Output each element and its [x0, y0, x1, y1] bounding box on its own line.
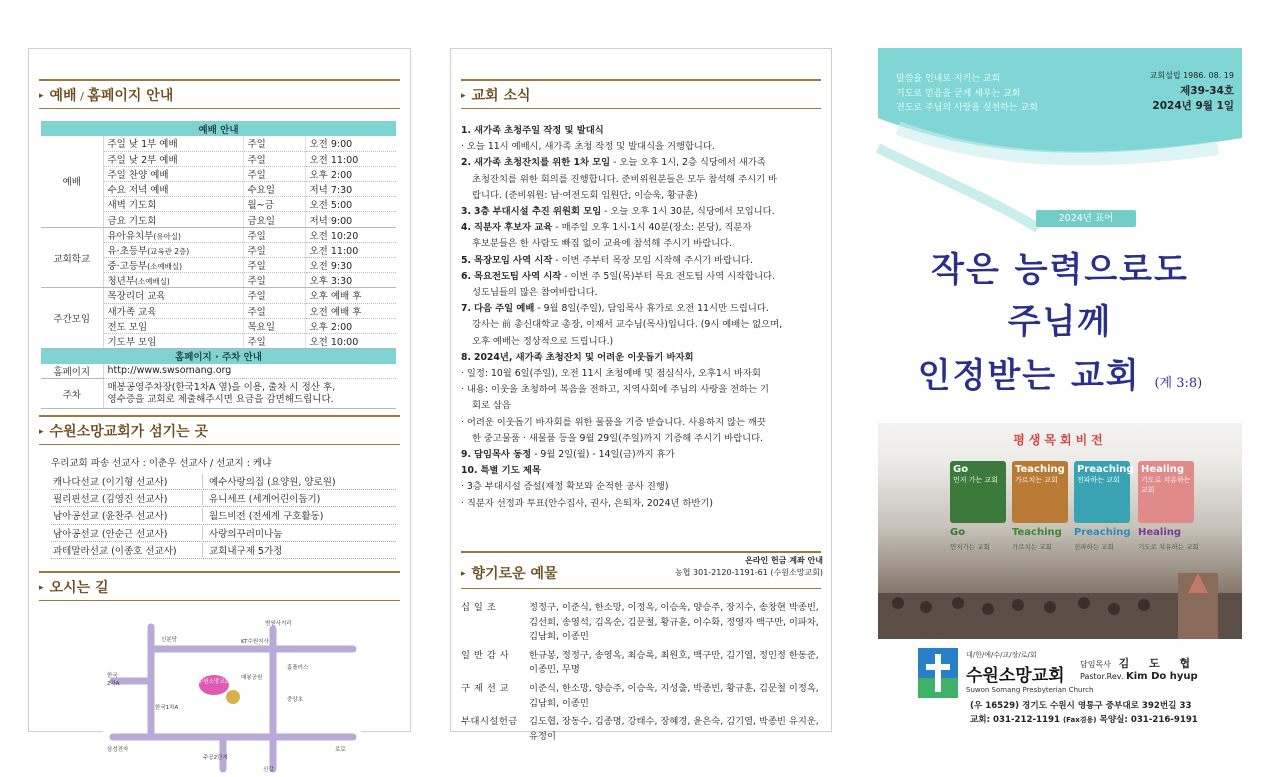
- church-name: 수원소망교회: [966, 666, 1065, 686]
- news-number: 7.: [461, 303, 472, 315]
- address-line: (우 16529) 경기도 수원시 영통구 중부대로 392번길 33: [970, 701, 1192, 711]
- vision-card-sub: 기도로 치유하는 교회: [1141, 476, 1191, 494]
- service-time: 오전 예배 후: [305, 303, 396, 318]
- service-time: 오후 2:00: [305, 318, 396, 333]
- news-item-text: - 매주일 오후 1시-1시 40분(장소: 본당), 직분자: [552, 222, 752, 234]
- map-label-mall: 홈플러스: [287, 665, 309, 671]
- bullet-icon: ▸: [39, 91, 44, 101]
- service-name-text: 목장리더 교육: [107, 291, 166, 303]
- account-number: 농협 301-2120-1191-61 (수원소망교회): [675, 568, 823, 577]
- offering-names: 정정구, 이준식, 한소망, 이정옥, 이승욱, 양승주, 장지수, 송창현 박종빈, 김선희, 송영석, 김옥순, 김문철, 황규훈, 이수화, 정영자 백구만, 이파차, 김남희, 이종민: [529, 602, 819, 643]
- news-item-title: 새가족 초청잔치를 위한 1차 모임: [473, 157, 611, 169]
- homepage-link[interactable]: http://www.swsomang.org: [103, 364, 396, 379]
- mission-title: 수원소망교회가 섬기는 곳: [49, 424, 209, 440]
- service-name-text: 기도부 모임: [107, 337, 157, 349]
- fax-note: (Fax겸용): [1062, 715, 1097, 724]
- service-name: [103, 303, 243, 318]
- mission-section-header: [39, 415, 400, 445]
- news-item-title: 특별 기도 제목: [480, 465, 541, 477]
- parking-text: [103, 379, 396, 409]
- motto-title-line1: 작은 능력으로도: [931, 250, 1189, 290]
- map-label-top: 범원사거리: [265, 621, 292, 627]
- denomination: 대/한/예/수/교/장/로/회: [966, 651, 1037, 659]
- congregation-photo: [878, 573, 1242, 639]
- service-time: 오전 10:20: [305, 227, 396, 242]
- offering-label: 부대시설헌금: [461, 716, 518, 728]
- mission-left: 캐나다선교 (이기형 선교사): [51, 474, 203, 488]
- news-item-text: - 오늘 오후 1시 30분, 식당에서 모입니다.: [601, 206, 775, 218]
- news-detail-line: · 일정: 10월 6일(주일), 오전 11시 초청예배 및 점심식사, 오후1시 바자회: [461, 368, 761, 380]
- vision-card-sub: 전파하는 교회: [1077, 476, 1120, 484]
- service-name-text: 전도 모임: [107, 321, 148, 333]
- bullet-icon: ▸: [39, 427, 44, 437]
- news-detail-line: · 3층 부대시설 증설(재정 확보와 순적한 공사 진행): [461, 481, 669, 493]
- map-label-kt: KT수원지사: [241, 639, 269, 645]
- news-number: 9.: [461, 449, 472, 461]
- service-name-text: 주일 낮 2부 예배: [107, 154, 178, 166]
- news-detail-line: 한 중고물품 · 새물품 등을 9월 29일(주일)까지 기증해 주시기 바랍니다.: [472, 432, 764, 444]
- worship-title: 예배: [49, 88, 77, 104]
- map-label-park: 매봉공원: [241, 675, 263, 681]
- church-marker: [199, 675, 229, 695]
- service-name-text: 금요 기도회: [107, 215, 157, 227]
- missionary-intro: 우리교회 파송 선교사 : 이춘우 선교사 / 선교지 : 케냐: [51, 458, 272, 469]
- news-number: 8.: [461, 351, 472, 363]
- church-news-panel: [450, 48, 832, 742]
- mission-right: 월드비전 (전세계 구호활동): [209, 511, 324, 523]
- service-time: 오전 9:00: [305, 136, 396, 151]
- news-item: [461, 220, 825, 236]
- offering-label: 구 제 선 교: [461, 682, 510, 694]
- table-row: [41, 288, 396, 303]
- news-list: [461, 123, 825, 512]
- news-number: 10.: [461, 465, 478, 477]
- vision-sub: 먼저가는 교회: [950, 543, 990, 551]
- offering-names: 이준식, 한소망, 양승주, 이승욱, 지성출, 박종빈, 황규훈, 김문철 이정옥, 김남희, 이종민: [529, 682, 819, 709]
- map-label-jugong: 주공2단지: [203, 755, 228, 761]
- service-time: 오전 10:00: [305, 333, 396, 348]
- verse-reference: (계 3:8): [1154, 376, 1203, 391]
- news-detail-line: · 직분자 선정과 투표(안수집사, 권사, 은퇴자, 2024년 하반기): [461, 497, 714, 509]
- vision-card-sub: 먼저 가는 교회: [953, 476, 999, 484]
- year-motto-badge: 2024년 표어: [1036, 210, 1136, 227]
- group-label: 교회학교: [41, 227, 103, 288]
- table-row: [41, 364, 396, 379]
- service-time: 오전 11:00: [305, 242, 396, 257]
- service-location: (소예배실): [135, 277, 170, 287]
- mission-right: 예수사랑의집 (요양원, 양로원): [209, 477, 336, 489]
- table-row: [41, 227, 396, 242]
- homepage-parking-header: 홈페이지 · 주차 안내: [41, 349, 396, 364]
- list-item: [51, 490, 396, 507]
- service-location: (유아실): [153, 231, 181, 241]
- directions-title: 오시는 길: [49, 580, 109, 596]
- vision-label: Teaching: [1012, 527, 1062, 538]
- news-item-title: 목장모임 사역 시작: [473, 254, 553, 266]
- motto-title-line2: 주님께: [1007, 302, 1113, 342]
- offering-label: 일 반 감 사: [461, 649, 510, 661]
- service-name: [103, 166, 243, 181]
- service-name-text: 새벽 기도회: [107, 200, 157, 212]
- church-english-name: Suwon Somang Presbyterian Church: [966, 686, 1094, 694]
- service-name: [103, 151, 243, 166]
- news-section-header: [461, 79, 821, 109]
- news-detail-line: 회로 삼음: [472, 400, 511, 412]
- news-item: [461, 269, 825, 285]
- news-item: [461, 204, 825, 220]
- offering-title: 향기로운 예물: [471, 566, 558, 582]
- list-item: [51, 507, 396, 524]
- vision-sub: 전파하는 교회: [1074, 543, 1114, 551]
- pastor-name: 김 도 협: [1118, 657, 1199, 670]
- parking-line: 매봉공영주차장(한국1차A 옆)을 이용, 출차 시 정산 후,: [107, 381, 336, 393]
- pastor-info: [1080, 658, 1198, 683]
- news-item-title: 목요전도팀 사역 시작: [473, 270, 562, 282]
- map-label-left1: 한국: [107, 673, 118, 679]
- service-location: (교육관 2층): [147, 246, 190, 256]
- news-item: [461, 447, 825, 463]
- table-row: [41, 136, 396, 151]
- service-name: [103, 136, 243, 151]
- news-item-text: - 이번 주 5일(목)부터 목요 전도팀 사역 시작합니다.: [561, 270, 776, 282]
- news-detail-line: · 오늘 11시 예배시, 새가족 초청 작정 및 발대식을 거행합니다.: [461, 141, 715, 153]
- vision-label: Healing: [1138, 527, 1182, 538]
- service-day: 금요일: [243, 212, 305, 227]
- offering-row: [461, 649, 825, 678]
- mission-right: 사랑의꾸러미나눔: [209, 528, 283, 540]
- mission-left: 필리핀선교 (김영진 선교사): [51, 491, 203, 505]
- directions-map: [103, 619, 361, 773]
- service-name: [103, 333, 243, 348]
- phone-line: 교회: 031-212-1191: [970, 714, 1060, 725]
- news-item-title: 새가족 초청주일 작정 및 발대식: [473, 125, 604, 136]
- service-day: 주일: [243, 258, 305, 273]
- service-time: 오후 3:30: [305, 273, 396, 288]
- mission-right: 유니세프 (세계어린이돕기): [209, 494, 321, 506]
- map-label-left2: 2차A: [107, 681, 120, 687]
- news-detail-line: · 어려운 이웃돕기 바자회를 위한 물품을 기증 받습니다. 사용하지 않는 깨끗: [461, 416, 766, 428]
- vision-sub: 기도로 치유하는 교회: [1138, 543, 1199, 551]
- church-motto: [896, 72, 1038, 116]
- news-number: 1.: [461, 125, 472, 136]
- service-time: 오전 11:00: [305, 151, 396, 166]
- mission-right: 교회내구제 5가정: [209, 545, 283, 557]
- service-time: 오후 2:00: [305, 166, 396, 181]
- service-day: 주일: [243, 333, 305, 348]
- news-item: [461, 155, 825, 171]
- offering-names: 김도협, 장동수, 김종명, 강태수, 장혜경, 윤은숙, 김기열, 박종빈 유지운, 유정이: [529, 716, 819, 742]
- service-name: [103, 258, 243, 273]
- news-item-text: - 이번 주부터 목장 모임 시작해 주시기 바랍니다.: [552, 254, 753, 266]
- map-label-hanguk1: 한국1차A: [155, 705, 179, 711]
- vision-card-title: Healing: [1141, 464, 1185, 475]
- news-detail-line: 오후 예배는 정상적으로 드립니다.): [472, 335, 614, 347]
- church-logo-icon: [918, 648, 958, 698]
- news-detail-line: 후보분들은 한 사람도 빠짐 없이 교육에 참석해 주시기 바랍니다.: [472, 238, 733, 250]
- service-day: 주일: [243, 136, 305, 151]
- service-name-text: 유·초등부: [107, 245, 148, 257]
- service-name-text: 중·고등부: [107, 261, 148, 273]
- mission-left: 남아공선교 (안순근 선교사): [51, 526, 203, 540]
- issue-info: [1150, 68, 1234, 115]
- service-time: 오전 9:30: [305, 258, 396, 273]
- news-title: 교회 소식: [471, 88, 531, 104]
- mission-left: 과테말라선교 (이종호 선교사): [51, 543, 203, 557]
- motto-title-text: 인정받는 교회: [917, 356, 1141, 396]
- worship-info-panel: [28, 48, 411, 773]
- service-day: 주일: [243, 227, 305, 242]
- vision-card-title: Go: [953, 464, 969, 475]
- bullet-icon: ▸: [461, 91, 466, 101]
- offering-names: 한규봉, 정정구, 송영옥, 최승록, 최원호, 백구만, 김기열, 정인정 한동준, 이종민, 무명: [529, 649, 819, 676]
- vision-card: [1012, 461, 1068, 523]
- news-item-title: 직분자 후보자 교육: [473, 222, 553, 234]
- service-name-text: 유아유치부: [107, 230, 154, 242]
- mission-left: 남아공선교 (윤찬주 선교사): [51, 508, 203, 522]
- vision-card: [950, 461, 1006, 523]
- service-name-text: 주일 찬양 예배: [107, 169, 169, 181]
- news-item: [461, 253, 825, 269]
- news-number: 4.: [461, 222, 472, 234]
- service-name-text: 새가족 교육: [107, 306, 157, 318]
- list-item: [51, 542, 396, 559]
- news-item-title: 담임목사 동정: [473, 449, 532, 461]
- service-day: 수요일: [243, 182, 305, 197]
- map-label-samsung: 삼성전자: [107, 747, 129, 753]
- news-item: [461, 350, 825, 366]
- vision-title: 평생목회비전: [1013, 433, 1107, 447]
- pastor-eng-name: Kim Do hyup: [1126, 671, 1198, 682]
- news-detail-line: 강사는 前 총신대학교 총장, 이재서 교수님(목사)입니다. (9시 예배는 없으며,: [472, 319, 783, 331]
- service-day: 목요일: [243, 318, 305, 333]
- online-account-info: [675, 555, 823, 579]
- service-day: 월~금: [243, 197, 305, 212]
- service-day: 주일: [243, 303, 305, 318]
- news-item-title: 2024년, 새가족 초청잔치 및 어려운 이웃돕기 바자회: [473, 351, 694, 363]
- church-address: [970, 700, 1198, 727]
- service-time: 저녁 9:00: [305, 212, 396, 227]
- issue-date: 2024년 9월 1일: [1152, 100, 1234, 112]
- news-item: [461, 123, 825, 139]
- service-name-text: 수요 저녁 예배: [107, 185, 169, 197]
- map-church-label: 수원소망교회: [198, 679, 230, 685]
- news-item-text: - 오늘 오후 1시, 2층 식당에서 새가족: [610, 157, 766, 169]
- bulletin-cover: [878, 48, 1242, 732]
- service-name: [103, 318, 243, 333]
- motto-line: 기도로 믿음을 굳게 세우는 교회: [896, 88, 1021, 99]
- service-day: 주일: [243, 166, 305, 181]
- service-name: [103, 242, 243, 257]
- title-separator: /: [76, 90, 88, 103]
- news-item-title: 3층 부대시설 추진 위원회 모임: [473, 206, 602, 218]
- service-day: 주일: [243, 151, 305, 166]
- vision-sub: 가르치는 교회: [1012, 543, 1052, 551]
- service-location: (소예배실): [147, 262, 183, 272]
- motto-line: 전도로 주님의 사랑을 실천하는 교회: [896, 103, 1038, 113]
- vision-card-title: Preaching: [1077, 464, 1134, 475]
- vision-label: Go: [950, 527, 966, 538]
- map-label-singal: 신갈: [263, 767, 274, 773]
- vision-banner: [878, 423, 1242, 639]
- map-label-sinbundong: 신분당: [161, 637, 177, 643]
- news-number: 6.: [461, 270, 472, 282]
- issue-number: 제39-34호: [1180, 84, 1234, 97]
- service-name-text: 주일 낮 1부 예배: [107, 139, 178, 151]
- news-item-text: - 9월 2일(월) - 14일(금)까지 휴가: [531, 449, 675, 461]
- news-detail-line: 성도님들의 많은 참여바랍니다.: [472, 287, 598, 299]
- directions-section-header: [39, 571, 400, 601]
- service-day: 주일: [243, 273, 305, 288]
- worship-section-header: [39, 79, 400, 109]
- offering-row: [461, 601, 825, 645]
- map-label-right: 로로: [335, 747, 346, 753]
- service-time: 오후 예배 후: [305, 288, 396, 303]
- online-account-label: 온라인 헌금 계좌 안내: [745, 556, 823, 565]
- service-header: 예배 안내: [41, 121, 396, 136]
- news-number: 5.: [461, 254, 472, 266]
- founded-date: 교회설립 1986. 08. 19: [1149, 71, 1234, 80]
- pastor-label: 담임목사: [1080, 660, 1111, 669]
- news-item-title: 다음 주일 예배: [473, 303, 535, 315]
- motto-title-line3: [878, 348, 1242, 397]
- service-name: [103, 182, 243, 197]
- group-label: 예배: [41, 136, 103, 227]
- vision-card-sub: 가르치는 교회: [1015, 476, 1058, 484]
- homepage-label: 홈페이지: [41, 364, 103, 379]
- news-number: 2.: [461, 157, 472, 169]
- bullet-icon: ▸: [39, 583, 44, 593]
- service-name: [103, 212, 243, 227]
- service-day: 주일: [243, 242, 305, 257]
- church-identity: [966, 650, 1093, 694]
- offering-row: [461, 715, 825, 744]
- parking-line: 영수증을 교회로 제출해주시면 요금을 감면해드립니다.: [107, 393, 334, 405]
- offering-label: 십 일 조: [461, 602, 497, 613]
- pastor-eng-label: Pastor.Rev.: [1080, 672, 1124, 681]
- news-item: [461, 301, 825, 317]
- offering-list: [461, 601, 825, 748]
- service-day: 주일: [243, 288, 305, 303]
- table-row: [41, 379, 396, 409]
- table-header-row: [41, 349, 396, 364]
- service-name: [103, 288, 243, 303]
- offering-row: [461, 682, 825, 711]
- map-label-school: 중앙초: [287, 697, 303, 703]
- service-time: 오전 5:00: [305, 197, 396, 212]
- news-detail-line: · 내용: 이웃을 초청하여 복음을 전하고, 지역사회에 주님의 사랑을 전하는 기: [461, 384, 770, 396]
- table-header-row: [41, 121, 396, 136]
- service-table: [41, 121, 396, 409]
- vision-card: [1138, 461, 1194, 523]
- parking-label: 주차: [41, 379, 103, 409]
- park-icon: [226, 690, 240, 704]
- news-number: 3.: [461, 206, 472, 218]
- service-name: [103, 227, 243, 242]
- brush-stroke: [878, 108, 1242, 258]
- list-item: [51, 525, 396, 542]
- news-item-text: - 9월 8일(주일), 담임목사 휴가로 오전 11시만 드립니다.: [534, 303, 769, 315]
- news-detail-line: 랍니다. (준비위원: 남·여전도회 임원단, 이승욱, 황규훈): [472, 189, 698, 201]
- service-name: [103, 197, 243, 212]
- news-item: [461, 463, 825, 479]
- service-name: [103, 273, 243, 288]
- vision-label: Preaching: [1074, 527, 1131, 538]
- motto-line: 말씀을 인내로 지키는 교회: [896, 74, 1001, 84]
- service-time: 저녁 7:30: [305, 182, 396, 197]
- pastor-office-phone: 목양실: 031-216-9191: [1099, 714, 1198, 725]
- group-label: 주간모임: [41, 288, 103, 349]
- news-detail-line: 초청잔치를 위한 회의를 진행합니다. 준비위원분들은 모두 참석해 주시기 바: [472, 173, 778, 185]
- vision-card-title: Teaching: [1015, 464, 1065, 475]
- homepage-title: 홈페이지 안내: [87, 88, 174, 104]
- service-name-text: 청년부: [107, 276, 136, 288]
- mission-list: [51, 453, 396, 559]
- vision-card: [1074, 461, 1134, 523]
- list-item: [51, 473, 396, 490]
- bullet-icon: ▸: [461, 569, 466, 579]
